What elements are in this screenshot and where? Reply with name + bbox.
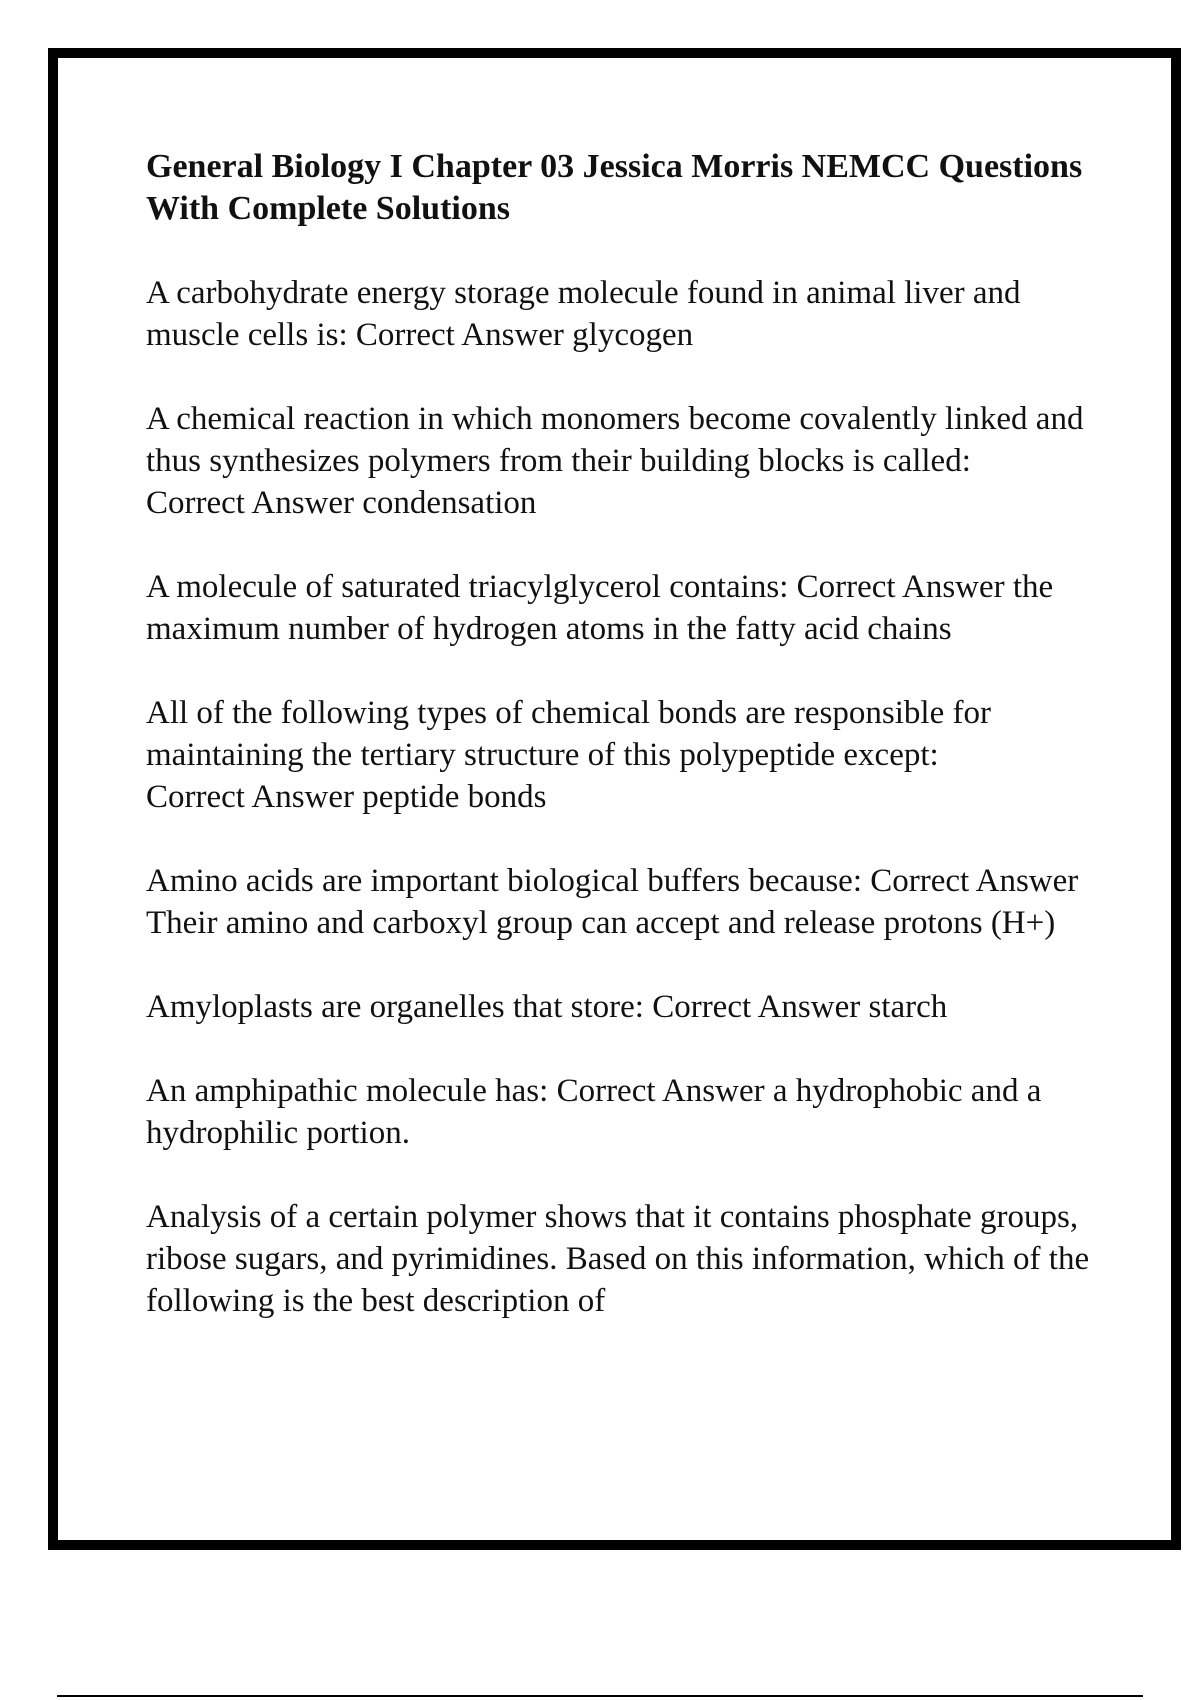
qa-item-4 [146, 692, 1106, 818]
answer-text: glycogen [572, 317, 694, 353]
answer-label: Correct Answer [146, 485, 355, 521]
answer-label: Correct Answer [652, 989, 861, 1025]
qa-item-partial [146, 1196, 1106, 1322]
answer-text: Their amino and carboxyl group can accept and release protons (H+) [146, 905, 1056, 941]
document-title: General Biology I Chapter 03 Jessica Morris NEMCC Questions With Complete Solutions [146, 148, 1083, 227]
qa-item-5 [146, 860, 1106, 944]
question-text: All of the following types of chemical bonds are responsible for maintaining the tertiary structure of this polypeptide except: [146, 695, 991, 773]
answer-label: Correct Answer [870, 863, 1079, 899]
answer-label: Correct Answer [146, 779, 355, 815]
answer-text: peptide bonds [362, 779, 547, 815]
answer-text: condensation [362, 485, 537, 521]
footer-rule [57, 1695, 1143, 1697]
qa-item-6 [146, 986, 1106, 1028]
qa-item-3 [146, 566, 1106, 650]
answer-label: Correct Answer [796, 569, 1005, 605]
answer-label: Correct Answer [355, 317, 564, 353]
answer-text: a hydrophobic and a hydrophilic portion. [146, 1073, 1042, 1151]
question-text: Amyloplasts are organelles that store: [146, 989, 644, 1025]
answer-text: starch [868, 989, 948, 1025]
question-text: A carbohydrate energy storage molecule found in animal liver and muscle cells is: [146, 275, 1021, 353]
answer-label: Correct Answer [556, 1073, 765, 1109]
answer-text: the maximum number of hydrogen atoms in the fatty acid chains [146, 569, 1054, 647]
qa-item-1 [146, 272, 1106, 356]
qa-item-2 [146, 398, 1106, 524]
question-text: Analysis of a certain polymer shows that it contains phosphate groups, ribose sugars, and pyrimidines. Based on this information, which of the following is the best description of [146, 1199, 1090, 1319]
question-text: An amphipathic molecule has: [146, 1073, 549, 1109]
document-body [146, 146, 1106, 1364]
question-text: A chemical reaction in which monomers become covalently linked and thus synthesizes polymers from their building blocks is called: [146, 401, 1084, 479]
question-text: Amino acids are important biological buffers because: [146, 863, 862, 899]
question-text: A molecule of saturated triacylglycerol contains: [146, 569, 789, 605]
qa-item-7 [146, 1070, 1106, 1154]
